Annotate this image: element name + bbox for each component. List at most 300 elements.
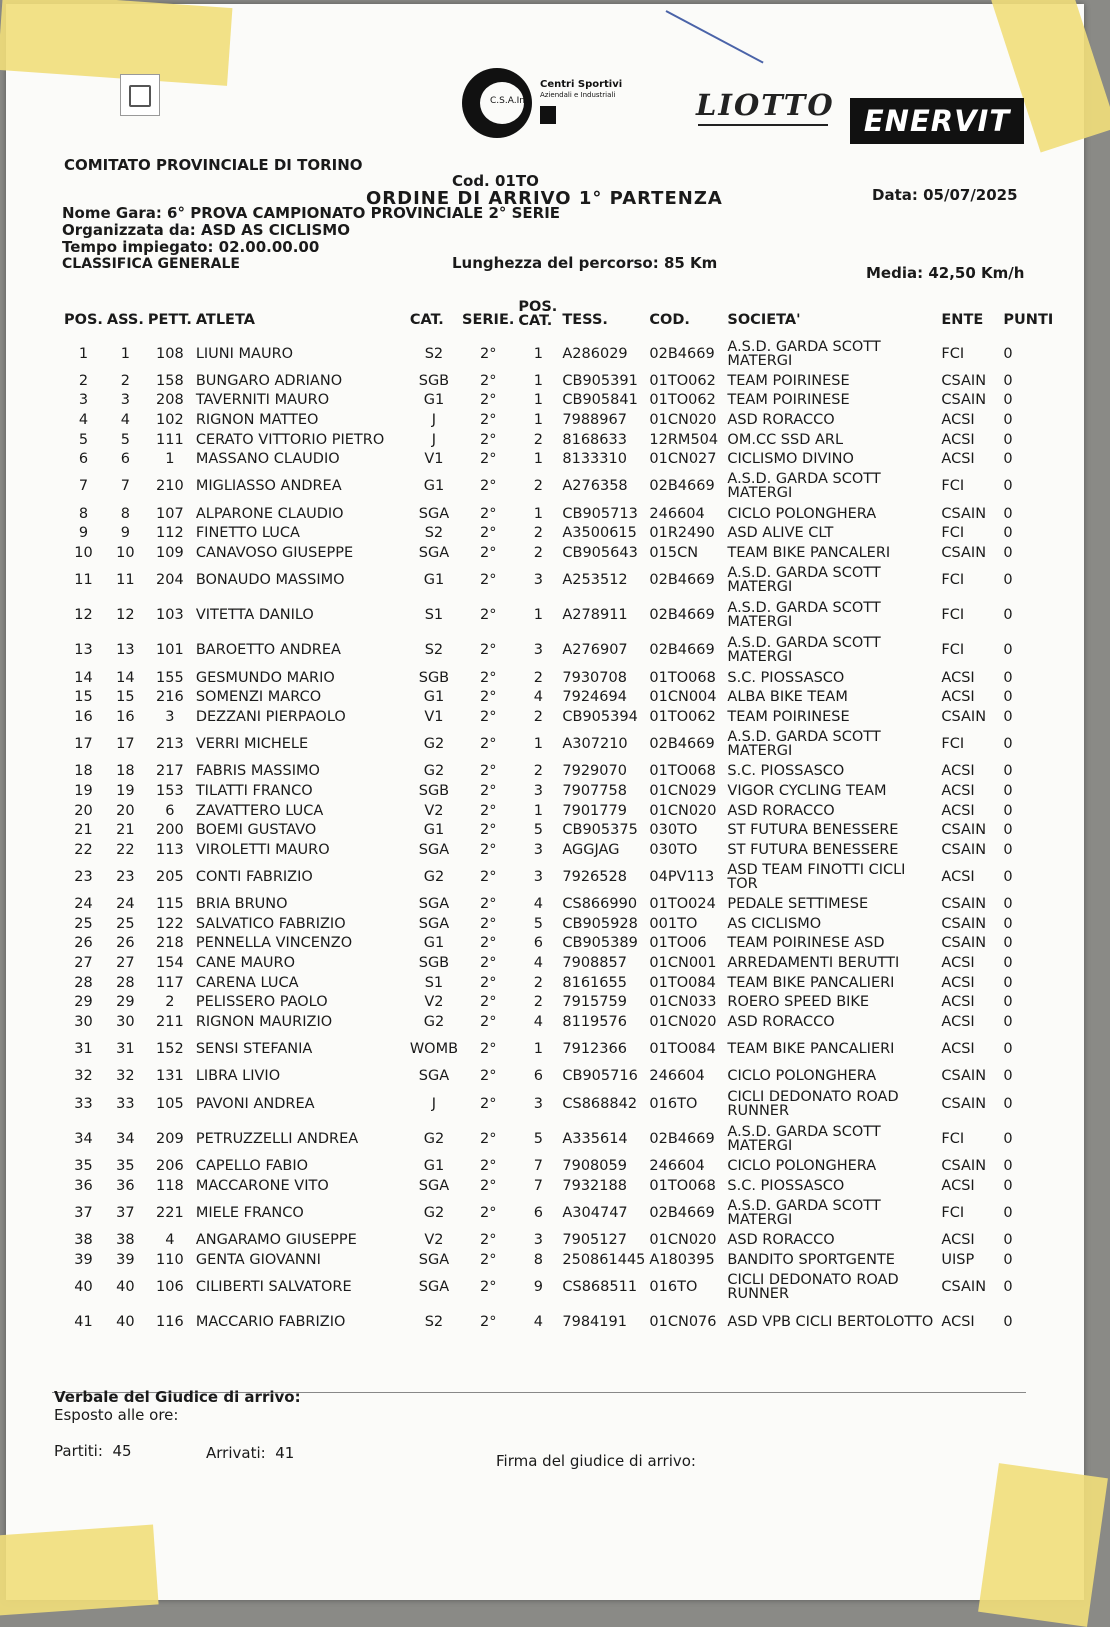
cell-cat: SGA bbox=[418, 841, 450, 858]
cell-cat: V2 bbox=[424, 802, 444, 819]
cell-pos: 25 bbox=[74, 915, 93, 932]
table-row bbox=[62, 1176, 1055, 1196]
cell-ente: ACSI bbox=[941, 1041, 975, 1058]
cell-points: 0 bbox=[1003, 345, 1013, 362]
document-icon bbox=[120, 74, 160, 116]
cell-serie: 2° bbox=[479, 505, 497, 522]
cell-ente: CSAIN bbox=[941, 544, 987, 561]
cell-ass: 25 bbox=[116, 915, 135, 932]
cell-cod: 01TO06 bbox=[649, 935, 707, 952]
cell-society: ASD VPB CICLI BERTOLOTTO bbox=[727, 1314, 934, 1331]
cell-cod: 01TO068 bbox=[649, 763, 716, 780]
cell-serie: 2° bbox=[479, 1177, 497, 1194]
committee-name: COMITATO PROVINCIALE DI TORINO bbox=[64, 156, 363, 174]
cell-society: ARREDAMENTI BERUTTI bbox=[727, 955, 900, 972]
cell-cod: 001TO bbox=[649, 915, 698, 932]
cell-cat: V1 bbox=[424, 708, 444, 725]
cell-society: ASD RORACCO bbox=[727, 802, 835, 819]
cell-cod: 01CN076 bbox=[649, 1314, 717, 1331]
cell-cat: G2 bbox=[423, 763, 445, 780]
cell-pett: 108 bbox=[156, 345, 184, 362]
race-date: Data: 05/07/2025 bbox=[872, 186, 1018, 204]
cell-ente: CSAIN bbox=[941, 708, 987, 725]
cell-pos-cat: 1 bbox=[533, 411, 543, 428]
cell-ass: 20 bbox=[116, 802, 135, 819]
cell-serie: 2° bbox=[479, 935, 497, 952]
cell-cat: SGA bbox=[418, 544, 450, 561]
cell-pos: 38 bbox=[74, 1232, 93, 1249]
race-name: Nome Gara: 6° PROVA CAMPIONATO PROVINCIALE 2° SERIE bbox=[62, 204, 561, 222]
cell-society: ST FUTURA BENESSERE bbox=[727, 822, 899, 839]
cell-tess: CB905841 bbox=[562, 392, 638, 409]
cell-society: TEAM BIKE PANCALIERI bbox=[727, 974, 895, 991]
cell-serie: 2° bbox=[479, 822, 497, 839]
cell-pos: 24 bbox=[74, 896, 93, 913]
table-row bbox=[62, 860, 1055, 895]
cell-ente: CSAIN bbox=[941, 915, 987, 932]
cell-pett: 105 bbox=[156, 1095, 184, 1112]
cell-ass: 4 bbox=[120, 411, 130, 428]
cell-ass: 35 bbox=[116, 1158, 135, 1175]
cell-society: A.S.D. GARDA SCOTT MATERGI bbox=[727, 729, 881, 760]
cell-cod: 02B4669 bbox=[649, 1130, 715, 1147]
cell-ass: 11 bbox=[116, 572, 135, 589]
cell-points: 0 bbox=[1003, 736, 1013, 753]
cell-ass: 40 bbox=[116, 1314, 135, 1331]
cell-serie: 2° bbox=[479, 1041, 497, 1058]
cell-tess: 7915759 bbox=[562, 994, 627, 1011]
cell-points: 0 bbox=[1003, 669, 1013, 686]
cell-cod: 02B4669 bbox=[649, 572, 715, 589]
cell-serie: 2° bbox=[479, 1095, 497, 1112]
cell-cod: 01TO062 bbox=[649, 392, 716, 409]
cell-ente: ACSI bbox=[941, 1177, 975, 1194]
cell-pos: 2 bbox=[78, 372, 89, 389]
judge-report-label: Verbale del Giudice di arrivo: bbox=[54, 1388, 301, 1406]
cell-points: 0 bbox=[1003, 822, 1013, 839]
cell-ass: 3 bbox=[120, 392, 130, 409]
cell-society: CICLO POLONGHERA bbox=[727, 1158, 877, 1175]
cell-athlete: CAPELLO FABIO bbox=[195, 1158, 309, 1175]
cell-society: CICLISMO DIVINO bbox=[727, 451, 854, 468]
cell-serie: 2° bbox=[479, 411, 497, 428]
cell-tess: 7908857 bbox=[562, 955, 627, 972]
cell-ente: ACSI bbox=[941, 782, 975, 799]
cell-ass: 5 bbox=[120, 431, 130, 448]
cell-cat: G1 bbox=[423, 689, 445, 706]
cell-society: A.S.D. GARDA SCOTT MATERGI bbox=[727, 1123, 881, 1154]
cell-pett: 101 bbox=[156, 642, 184, 659]
cell-cat: SGA bbox=[418, 1279, 450, 1296]
cell-athlete: BONAUDO MASSIMO bbox=[195, 572, 345, 589]
cell-ente: FCI bbox=[941, 345, 965, 362]
cell-cat: S2 bbox=[424, 1314, 444, 1331]
cell-ass: 30 bbox=[116, 1013, 135, 1030]
cell-tess: A3500615 bbox=[562, 525, 637, 542]
started-count: Partiti: 45 bbox=[54, 1442, 132, 1460]
cell-pos: 41 bbox=[74, 1314, 93, 1331]
cell-tess: 7926528 bbox=[562, 869, 627, 885]
cell-pos-cat: 2 bbox=[533, 669, 543, 686]
cell-cod: 030TO bbox=[649, 841, 698, 858]
cell-cod: 01CN020 bbox=[649, 1013, 717, 1030]
col-athlete: ATLETA bbox=[195, 312, 255, 328]
table-row bbox=[62, 598, 1055, 633]
cell-ente: FCI bbox=[941, 572, 965, 589]
cell-pett: 153 bbox=[156, 782, 184, 799]
race-code: Cod. 01TO bbox=[452, 172, 539, 190]
cell-points: 0 bbox=[1003, 1068, 1013, 1085]
cell-athlete: TAVERNITI MAURO bbox=[195, 392, 330, 409]
cell-pett: 204 bbox=[156, 572, 184, 589]
table-row bbox=[62, 934, 1055, 954]
cell-society: ASD RORACCO bbox=[727, 1232, 835, 1249]
cell-pos: 13 bbox=[74, 642, 93, 659]
tape-top-left bbox=[0, 0, 232, 86]
cell-tess: CB905928 bbox=[562, 915, 638, 932]
cell-ass: 27 bbox=[116, 955, 135, 972]
cell-pos: 36 bbox=[74, 1177, 93, 1194]
cell-pos: 10 bbox=[74, 544, 93, 561]
cell-athlete: ANGARAMO GIUSEPPE bbox=[195, 1232, 357, 1249]
cell-pett: 218 bbox=[156, 935, 184, 952]
cell-society: ROERO SPEED BIKE bbox=[727, 994, 870, 1011]
cell-athlete: PENNELLA VINCENZO bbox=[195, 935, 353, 952]
judge-signature-label: Firma del giudice di arrivo: bbox=[496, 1452, 696, 1470]
col-points: PUNTI bbox=[1003, 312, 1054, 328]
cell-pos-cat: 2 bbox=[533, 974, 543, 991]
table-row bbox=[62, 633, 1055, 668]
cell-pos-cat: 3 bbox=[533, 572, 543, 589]
cell-pos-cat: 3 bbox=[533, 869, 543, 885]
cell-cat: SGB bbox=[418, 955, 450, 972]
cell-serie: 2° bbox=[479, 1130, 497, 1147]
cell-serie: 2° bbox=[479, 974, 497, 991]
course-length: Lunghezza del percorso: 85 Km bbox=[452, 254, 718, 272]
cell-pos-cat: 2 bbox=[533, 763, 543, 780]
cell-points: 0 bbox=[1003, 372, 1013, 389]
cell-serie: 2° bbox=[479, 689, 497, 706]
cell-athlete: SALVATICO FABRIZIO bbox=[195, 915, 346, 932]
cell-tess: 7932188 bbox=[562, 1177, 627, 1194]
cell-athlete: BRIA BRUNO bbox=[195, 896, 288, 913]
cell-athlete: SENSI STEFANIA bbox=[195, 1041, 313, 1058]
cell-cod: 01CN020 bbox=[649, 1232, 717, 1249]
cell-cod: 01R2490 bbox=[649, 525, 715, 542]
cell-ass: 2 bbox=[120, 372, 130, 389]
table-row bbox=[62, 371, 1055, 391]
cell-serie: 2° bbox=[479, 642, 497, 659]
table-row bbox=[62, 1086, 1055, 1121]
cell-pos-cat: 1 bbox=[533, 505, 543, 522]
cell-cat: V2 bbox=[424, 994, 444, 1011]
cell-serie: 2° bbox=[479, 708, 497, 725]
cell-cat: SGA bbox=[418, 915, 450, 932]
cell-serie: 2° bbox=[479, 451, 497, 468]
cell-serie: 2° bbox=[479, 1232, 497, 1249]
cell-society: BANDITO SPORTGENTE bbox=[727, 1251, 895, 1268]
cell-tess: CB905391 bbox=[562, 372, 638, 389]
cell-serie: 2° bbox=[479, 841, 497, 858]
cell-pett: 118 bbox=[156, 1177, 184, 1194]
cell-pos-cat: 1 bbox=[533, 1041, 543, 1058]
cell-pos: 23 bbox=[74, 869, 93, 885]
cell-points: 0 bbox=[1003, 1204, 1013, 1221]
cell-tess: A276907 bbox=[562, 642, 628, 659]
cell-society: TEAM BIKE PANCALIERI bbox=[727, 1041, 895, 1058]
cell-tess: 7905127 bbox=[562, 1232, 627, 1249]
page-title: ORDINE DI ARRIVO 1° PARTENZA bbox=[366, 188, 723, 209]
cell-pos-cat: 2 bbox=[533, 525, 543, 542]
table-row bbox=[62, 1067, 1055, 1087]
cell-cod: 01CN027 bbox=[649, 451, 717, 468]
cell-pos-cat: 3 bbox=[533, 1232, 543, 1249]
cell-pett: 106 bbox=[156, 1279, 184, 1296]
table-row bbox=[62, 1156, 1055, 1176]
cell-points: 0 bbox=[1003, 411, 1013, 428]
cell-tess: 250861445 bbox=[562, 1251, 646, 1268]
cell-tess: 8161655 bbox=[562, 974, 627, 991]
cell-serie: 2° bbox=[479, 669, 497, 686]
cell-points: 0 bbox=[1003, 1158, 1013, 1175]
table-row bbox=[62, 1305, 1055, 1340]
liotto-underline bbox=[698, 124, 828, 126]
table-row bbox=[62, 781, 1055, 801]
cell-serie: 2° bbox=[479, 1013, 497, 1030]
results-body bbox=[62, 336, 1055, 1340]
cell-points: 0 bbox=[1003, 642, 1013, 659]
cell-points: 0 bbox=[1003, 689, 1013, 706]
cell-ass: 32 bbox=[116, 1068, 135, 1085]
cell-cat: SGA bbox=[418, 1177, 450, 1194]
table-row bbox=[62, 953, 1055, 973]
cell-athlete: MIGLIASSO ANDREA bbox=[195, 478, 342, 495]
cell-athlete: VITETTA DANILO bbox=[195, 607, 314, 624]
cell-athlete: RIGNON MAURIZIO bbox=[195, 1013, 333, 1030]
cell-ass: 10 bbox=[116, 544, 135, 561]
cell-pos: 5 bbox=[78, 431, 89, 448]
cell-pett: 115 bbox=[156, 896, 184, 913]
cell-ente: ACSI bbox=[941, 451, 975, 468]
cell-serie: 2° bbox=[479, 955, 497, 972]
cell-athlete: CANAVOSO GIUSEPPE bbox=[195, 544, 354, 561]
cell-society: A.S.D. GARDA SCOTT MATERGI bbox=[727, 600, 881, 631]
cell-ass: 24 bbox=[116, 896, 135, 913]
pen-mark bbox=[666, 10, 764, 63]
table-row bbox=[62, 336, 1055, 371]
cell-pos: 30 bbox=[74, 1013, 93, 1030]
cell-cod: 01CN033 bbox=[649, 994, 717, 1011]
cell-pett: 158 bbox=[156, 372, 184, 389]
cell-pett: 107 bbox=[156, 505, 184, 522]
cell-tess: 7901779 bbox=[562, 802, 627, 819]
cell-tess: 7924694 bbox=[562, 689, 627, 706]
cell-pos-cat: 6 bbox=[533, 1204, 543, 1221]
table-row bbox=[62, 1121, 1055, 1156]
cell-pos: 35 bbox=[74, 1158, 93, 1175]
cell-ass: 40 bbox=[116, 1279, 135, 1296]
cell-serie: 2° bbox=[479, 1068, 497, 1085]
cell-points: 0 bbox=[1003, 607, 1013, 624]
cell-cod: 01TO062 bbox=[649, 372, 716, 389]
arrived-count: Arrivati: 41 bbox=[206, 1444, 295, 1462]
cell-athlete: CARENA LUCA bbox=[195, 974, 299, 991]
cell-cat: G1 bbox=[423, 822, 445, 839]
cell-ass: 8 bbox=[120, 505, 130, 522]
cell-ente: FCI bbox=[941, 642, 965, 659]
cell-tess: A276358 bbox=[562, 478, 628, 495]
cell-cod: 015CN bbox=[649, 544, 699, 561]
cell-points: 0 bbox=[1003, 431, 1013, 448]
cell-pos: 7 bbox=[78, 478, 89, 495]
cell-ass: 19 bbox=[116, 782, 135, 799]
table-row bbox=[62, 668, 1055, 688]
table-row bbox=[62, 449, 1055, 469]
cell-pos: 15 bbox=[74, 689, 93, 706]
cell-serie: 2° bbox=[479, 345, 497, 362]
cell-cod: A180395 bbox=[649, 1251, 715, 1268]
cell-athlete: PETRUZZELLI ANDREA bbox=[195, 1130, 359, 1147]
cell-points: 0 bbox=[1003, 935, 1013, 952]
cell-athlete: ZAVATTERO LUCA bbox=[195, 802, 324, 819]
cell-cod: 12RM504 bbox=[649, 431, 719, 448]
cell-society: TEAM POIRINESE bbox=[727, 708, 850, 725]
cell-pos-cat: 7 bbox=[533, 1177, 543, 1194]
cell-cat: S2 bbox=[424, 642, 444, 659]
cell-athlete: MASSANO CLAUDIO bbox=[195, 451, 340, 468]
cell-cat: G2 bbox=[423, 736, 445, 753]
cell-pett: 216 bbox=[156, 689, 184, 706]
cell-points: 0 bbox=[1003, 763, 1013, 780]
cell-points: 0 bbox=[1003, 708, 1013, 725]
cell-tess: 7907758 bbox=[562, 782, 627, 799]
cell-ente: ACSI bbox=[941, 1232, 975, 1249]
cell-serie: 2° bbox=[479, 915, 497, 932]
cell-athlete: BUNGARO ADRIANO bbox=[195, 372, 343, 389]
cell-tess: CB905716 bbox=[562, 1068, 638, 1085]
cell-society: ASD TEAM FINOTTI CICLI TOR bbox=[727, 862, 906, 892]
cell-pos-cat: 6 bbox=[533, 1068, 543, 1085]
cell-pett: 109 bbox=[156, 544, 184, 561]
cell-athlete: CONTI FABRIZIO bbox=[195, 869, 313, 885]
cell-society: A.S.D. GARDA SCOTT MATERGI bbox=[727, 1197, 881, 1228]
cell-athlete: RIGNON MATTEO bbox=[195, 411, 319, 428]
cell-pos-cat: 5 bbox=[533, 1130, 543, 1147]
cell-cod: 030TO bbox=[649, 822, 698, 839]
cell-athlete: BAROETTO ANDREA bbox=[195, 642, 341, 659]
cell-points: 0 bbox=[1003, 478, 1013, 495]
cell-ente: UISP bbox=[941, 1251, 975, 1268]
cell-tess: CB905713 bbox=[562, 505, 638, 522]
cell-cod: 01TO062 bbox=[649, 708, 716, 725]
col-tess: TESS. bbox=[562, 312, 608, 328]
cell-cat: G2 bbox=[423, 1130, 445, 1147]
cell-cod: 01CN020 bbox=[649, 802, 717, 819]
table-row bbox=[62, 1012, 1055, 1032]
classification-type: CLASSIFICA GENERALE bbox=[62, 256, 240, 272]
cell-athlete: VIROLETTI MAURO bbox=[195, 841, 330, 858]
cell-ass: 38 bbox=[116, 1232, 135, 1249]
cell-pos-cat: 4 bbox=[533, 689, 543, 706]
cell-ente: CSAIN bbox=[941, 896, 987, 913]
cell-athlete: PAVONI ANDREA bbox=[195, 1095, 315, 1112]
cell-athlete: DEZZANI PIERPAOLO bbox=[195, 708, 346, 725]
cell-tess: CS868842 bbox=[562, 1095, 638, 1112]
cell-tess: 8119576 bbox=[562, 1013, 627, 1030]
cell-serie: 2° bbox=[479, 869, 497, 885]
cell-pos-cat: 1 bbox=[533, 372, 543, 389]
cell-pos: 32 bbox=[74, 1068, 93, 1085]
cell-ass: 26 bbox=[116, 935, 135, 952]
cell-cat: J bbox=[431, 1095, 437, 1112]
cell-society: A.S.D. GARDA SCOTT MATERGI bbox=[727, 471, 881, 502]
cell-tess: A307210 bbox=[562, 736, 628, 753]
cell-pos: 37 bbox=[74, 1204, 93, 1221]
cell-society: TEAM POIRINESE bbox=[727, 392, 850, 409]
cell-cat: SGB bbox=[418, 669, 450, 686]
cell-pos: 17 bbox=[74, 736, 93, 753]
cell-ass: 22 bbox=[116, 841, 135, 858]
cell-ass: 9 bbox=[120, 525, 130, 542]
cell-pett: 122 bbox=[156, 915, 184, 932]
cell-cat: S1 bbox=[424, 607, 444, 624]
cell-pos: 8 bbox=[78, 505, 89, 522]
cell-cod: 02B4669 bbox=[649, 478, 715, 495]
cell-pos: 19 bbox=[74, 782, 93, 799]
cell-serie: 2° bbox=[479, 1279, 497, 1296]
cell-athlete: VERRI MICHELE bbox=[195, 736, 309, 753]
cell-serie: 2° bbox=[479, 431, 497, 448]
cell-pos-cat: 7 bbox=[533, 1158, 543, 1175]
table-row bbox=[62, 504, 1055, 524]
cell-cat: G1 bbox=[423, 478, 445, 495]
cell-ente: FCI bbox=[941, 478, 965, 495]
cell-tess: CB905389 bbox=[562, 935, 638, 952]
cell-pett: 113 bbox=[156, 841, 184, 858]
cell-points: 0 bbox=[1003, 1177, 1013, 1194]
cell-society: A.S.D. GARDA SCOTT MATERGI bbox=[727, 338, 881, 369]
cell-pos: 11 bbox=[74, 572, 93, 589]
cell-ass: 37 bbox=[116, 1204, 135, 1221]
cell-pos: 26 bbox=[74, 935, 93, 952]
cell-athlete: SOMENZI MARCO bbox=[195, 689, 322, 706]
csain-logo: C.S.A.In. bbox=[462, 68, 532, 138]
cell-pos: 14 bbox=[74, 669, 93, 686]
tape-bottom-left bbox=[0, 1525, 159, 1616]
cell-athlete: CERATO VITTORIO PIETRO bbox=[195, 431, 385, 448]
table-row bbox=[62, 524, 1055, 544]
cell-ass: 36 bbox=[116, 1177, 135, 1194]
cell-pett: 6 bbox=[165, 802, 175, 819]
cell-pos-cat: 4 bbox=[533, 1314, 543, 1331]
cell-athlete: LIUNI MAURO bbox=[195, 345, 294, 362]
cell-cod: 01TO068 bbox=[649, 669, 716, 686]
cell-society: CICLI DEDONATO ROAD RUNNER bbox=[727, 1272, 899, 1303]
cell-pett: 154 bbox=[156, 955, 184, 972]
cell-society: S.C. PIOSSASCO bbox=[727, 763, 845, 780]
cell-ente: FCI bbox=[941, 1130, 965, 1147]
cell-pett: 152 bbox=[156, 1041, 184, 1058]
cell-cat: G1 bbox=[423, 392, 445, 409]
cell-cod: 246604 bbox=[649, 1068, 705, 1085]
exposed-time-label: Esposto alle ore: bbox=[54, 1406, 179, 1424]
cell-pos: 4 bbox=[78, 411, 89, 428]
cell-ass: 17 bbox=[116, 736, 135, 753]
cell-serie: 2° bbox=[479, 802, 497, 819]
cell-ass: 33 bbox=[116, 1095, 135, 1112]
cell-pos-cat: 1 bbox=[533, 392, 543, 409]
cell-points: 0 bbox=[1003, 974, 1013, 991]
